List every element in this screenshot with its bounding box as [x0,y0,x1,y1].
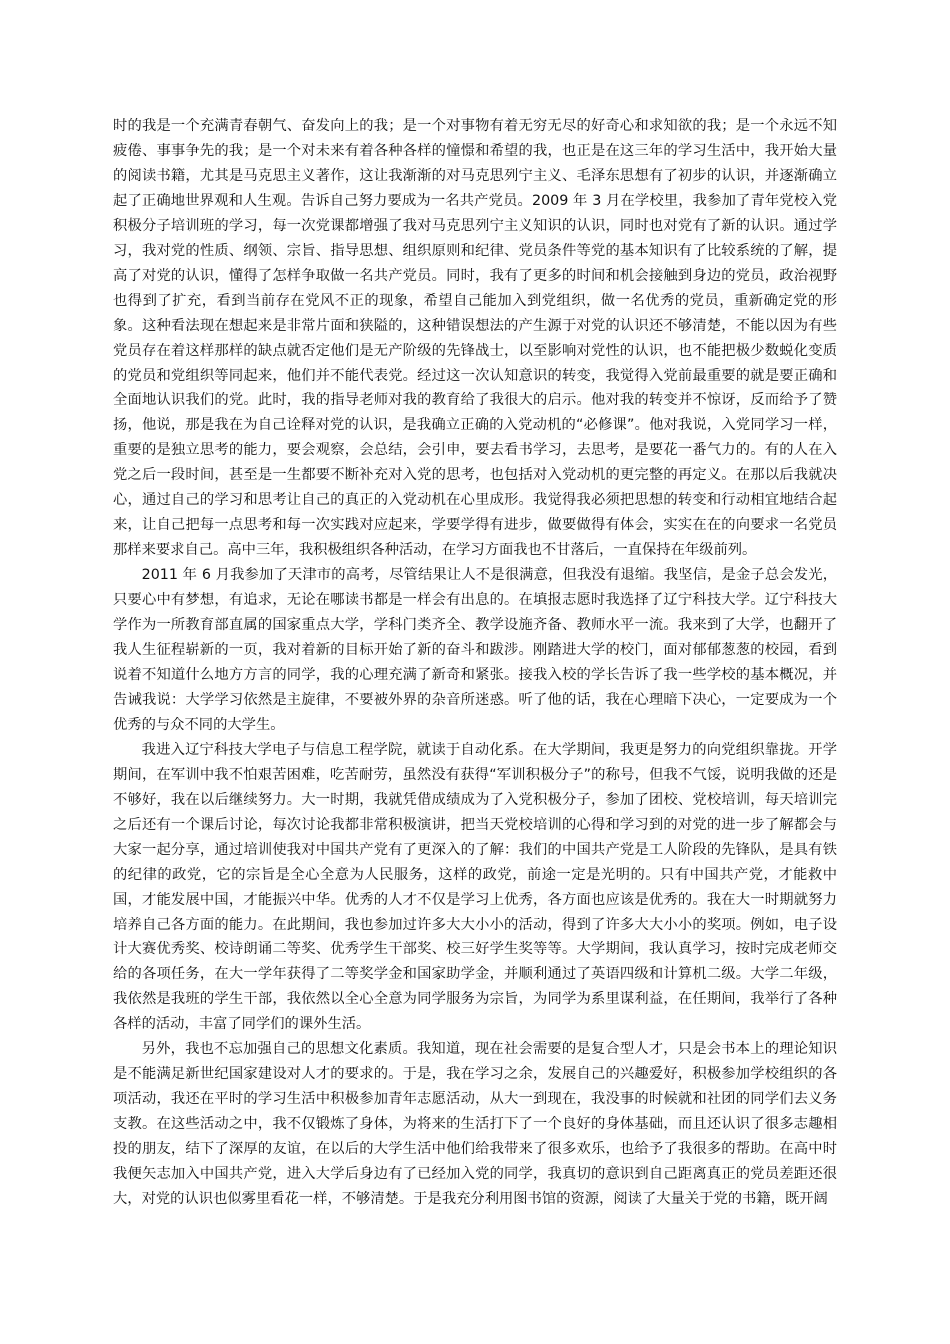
paragraph-university-life: 我进入辽宁科技大学电子与信息工程学院，就读于自动化系。在大学期间，我更是努力的向党组织靠拢。开学期间，在军训中我不怕艰苦困难，吃苦耐劳，虽然没有获得“军训积极分子”的称号，但我不气馁，说明我做的还是不够好，我在以后继续努力。大一时期，我就凭借成绩成为了入党积极分子，参加了团校、党校培训，每天培训完之后还有一个课后讨论，每次讨论我都非常积极演讲，把当天党校培训的心得和学习到的对党的进一步了解都会与大家一起分享，通过培训使我对中国共产党有了更深入的了解：我们的中国共产党是工人阶段的先锋队，是具有铁的纪律的政党，它的宗旨是全心全意为人民服务，这样的政党，前途一定是光明的。只有中国共产党，才能救中国，才能发展中国，才能振兴中华。优秀的人才不仅是学习上优秀，各方面也应该是优秀的。我在大一时期就努力培养自己各方面的能力。在此期间，我也参加过许多大大小小的活动，得到了许多大大小小的奖项。例如，电子设计大赛优秀奖、校诗朗诵二等奖、优秀学生干部奖、校三好学生奖等等。大学期间，我认真学习，按时完成老师交给的各项任务，在大一学年获得了二等奖学金和国家助学金，并顺利通过了英语四级和计算机二级。大学二年级，我依然是我班的学生干部，我依然以全心全意为同学服务为宗旨，为同学为系里谋利益，在任期间，我举行了各种各样的活动，丰富了同学们的课外生活。 [113,741,837,1033]
paragraph-self-improvement: 另外，我也不忘加强自己的思想文化素质。我知道，现在社会需要的是复合型人才，只是会书本上的理论知识是不能满足新世纪国家建设对人才的要求的。于是，我在学习之余，发展自己的兴趣爱好，积极参加学校组织的各项活动，我还在平时的学习生活中积极参加青年志愿活动，从大一到现在，我没事的时候就和社团的同学们去义务支教。在这些活动之中，我不仅锻炼了身体，为将来的生活打下了一个良好的身体基础，而且还认识了很多志趣相投的朋友，结下了深厚的友谊，在以后的大学生活中他们给我带来了很多欢乐，也给予了我很多的帮助。在高中时我便矢志加入中国共产党，进入大学后身边有了已经加入党的同学，我真切的意识到自己距离真正的党员差距还很大，对党的认识也似雾里看花一样，不够清楚。于是我充分利用图书馆的资源，阅读了大量关于党的书籍，既开阔 [113,1041,837,1207]
paragraph-continued: 时的我是一个充满青春朝气、奋发向上的我；是一个对事物有着无穷无尽的好奇心和求知欲的我；是一个永远不知疲倦、事事争先的我；是一个对未来有着各种各样的憧憬和希望的我，也正是在这三年的学习生活中，我开始大量的阅读书籍，尤其是马克思主义著作，这让我渐渐的对马克思列宁主义、毛泽东思想有了初步的认识，并逐渐确立起了正确地世界观和人生观。告诉自己努力要成为一名共产党员。2009 年 3 月在学校里，我参加了青年党校入党积极分子培训班的学习，每一次党课都增强了我对马克思列宁主义知识的认识，同时也对党有了新的认识。通过学习，我对党的性质、纲领、宗旨、指导思想、组织原则和纪律、党员条件等党的基本知识有了比较系统的了解，提高了对党的认识，懂得了怎样争取做一名共产党员。同时，我有了更多的时间和机会接触到身边的党员，政治视野也得到了扩充，看到当前存在党风不正的现象，希望自己能加入到党组织，做一名优秀的党员，重新确定党的形象。这种看法现在想起来是非常片面和狭隘的，这种错误想法的产生源于对党的认识还不够清楚，不能以因为有些党员存在着这样那样的缺点就否定他们是无产阶级的先锋战士，以至影响对党性的认识，也不能把极少数蜕化变质的党员和党组织等同起来，他们并不能代表党。经过这一次认知意识的转变，我觉得入党前最重要的就是要正确和全面地认识我们的党。此时，我的指导老师对我的教育给了我很大的启示。他对我的转变并不惊讶，反而给予了赞扬，他说，那是我在为自己诠释对党的认识，是我确立正确的入党动机的“必修课”。他对我说，入党同学习一样，重要的是独立思考的能力，要会观察，会总结，会引申，要去看书学习，去思考，是要花一番气力的。有的人在入党之后一段时间，甚至是一生都要不断补充对入党的思考，也包括对入党动机的更完整的再定义。在那以后我就决心，通过自己的学习和思考让自己的真正的入党动机在心里成形。我觉得我必须把思想的转变和行动相宜地结合起来，让自己把每一点思考和每一次实践对应起来，学要学得有进步，做要做得有体会，实实在在的向要求一名党员那样来要求自己。高中三年，我积极组织各种活动，在学习方面我也不甘落后，一直保持在年级前列。 [113,118,837,559]
paragraph-college-entrance: 2011 年 6 月我参加了天津市的高考，尽管结果让人不是很满意，但我没有退缩。我坚信，是金子总会发光，只要心中有梦想，有追求，无论在哪读书都是一样会有出息的。在填报志愿时我选择了辽宁科技大学。辽宁科技大学作为一所教育部直属的国家重点大学，学科门类齐全、教学设施齐备、教师水平一流。我来到了大学，也翻开了我人生征程崭新的一页，我对着新的目标开始了新的奋斗和跋涉。刚踏进大学的校门，面对郁郁葱葱的校园，看到说着不知道什么地方方言的同学，我的心理充满了新奇和紧张。接我入校的学长告诉了我一些学校的基本概况，并告诫我说：大学学习依然是主旋律，不要被外界的杂音所迷惑。听了他的话，我在心理暗下决心，一定要成为一个优秀的与众不同的大学生。 [113,567,837,733]
document-body [113,114,837,1212]
